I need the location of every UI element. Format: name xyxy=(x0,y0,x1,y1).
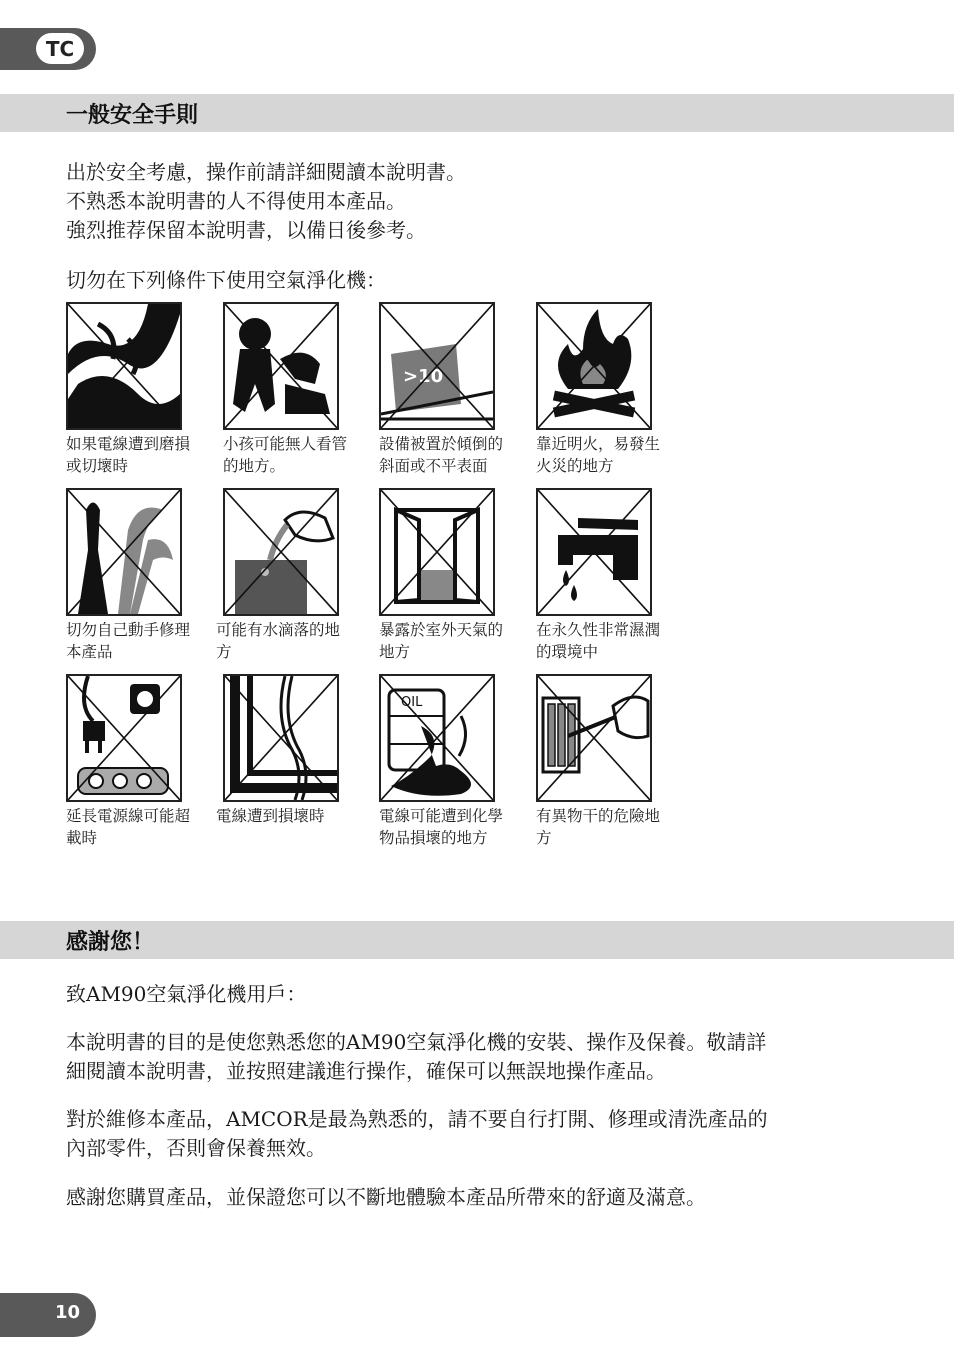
oil-drum-icon xyxy=(379,674,495,802)
caption-line: 如果電線遭到磨損 xyxy=(66,435,191,453)
safety-title: 一般安全手則 xyxy=(66,103,199,128)
caption-line: 設備被置於傾倒的 xyxy=(379,435,504,453)
warning-item xyxy=(66,674,216,849)
dripping-tap-icon xyxy=(536,488,652,616)
caption-line: 切勿自己動手修理 xyxy=(66,621,191,639)
paragraph-line: 對於維修本產品，AMCOR是最為熟悉的，請不要自行打開、修理或清洗產品的 xyxy=(66,1107,768,1131)
caption-line: 電線可能遭到化學 xyxy=(379,807,504,825)
warning-item xyxy=(379,302,529,477)
warning-item xyxy=(216,488,366,663)
caption-line: 斜面或不平表面 xyxy=(379,457,488,475)
thanks-paragraph xyxy=(66,1028,866,1086)
warning-item xyxy=(66,302,216,477)
caption-line: 小孩可能無人看管 xyxy=(223,435,348,453)
caption-line: 方 xyxy=(216,643,232,661)
caption-line: 或切壞時 xyxy=(66,457,129,475)
thanks-greeting: 致AM90空氣淨化機用戶： xyxy=(66,982,307,1006)
tilted-surface-icon xyxy=(379,302,495,430)
extension-cord-icon xyxy=(66,674,182,802)
language-badge: TC xyxy=(36,33,84,64)
caption-line: 地方 xyxy=(379,643,411,661)
tilt-badge: >10 xyxy=(403,366,444,387)
paragraph-line: 內部零件，否則會保養無效。 xyxy=(66,1136,326,1160)
repair-tools-icon xyxy=(66,488,182,616)
caption-line: 電線遭到損壞時 xyxy=(216,807,325,825)
intro-line: 不熟悉本說明書的人不得使用本產品。 xyxy=(66,189,406,213)
warning-item xyxy=(536,674,686,849)
thanks-paragraph xyxy=(66,1105,866,1163)
caption-line: 可能有水滴落的地 xyxy=(216,621,341,639)
caption-line: 在永久性非常濕潤 xyxy=(536,621,661,639)
open-window-icon xyxy=(379,488,495,616)
damaged-cord-icon xyxy=(66,302,182,430)
safety-intro xyxy=(66,158,866,245)
warning-item xyxy=(379,488,529,663)
caption-line: 有異物干的危險地 xyxy=(536,807,661,825)
page-number: 10 xyxy=(55,1302,81,1323)
warning-item xyxy=(216,674,366,827)
caption-line: 暴露於室外天氣的 xyxy=(379,621,504,639)
warning-icon-grid xyxy=(66,302,686,862)
oil-label: OIL xyxy=(401,695,423,710)
caption-line: 載時 xyxy=(66,829,98,847)
warning-item xyxy=(66,488,216,663)
dripping-water-icon xyxy=(223,488,339,616)
caption-line: 物品損壞的地方 xyxy=(379,829,488,847)
open-fire-icon xyxy=(536,302,652,430)
caption-line: 方 xyxy=(536,829,552,847)
caption-line: 本產品 xyxy=(66,643,113,661)
thanks-section-header xyxy=(0,921,954,959)
intro-line: 出於安全考慮，操作前請詳細閱讀本說明書。 xyxy=(66,160,466,184)
caption-line: 的地方。 xyxy=(223,457,286,475)
caption-line: 火災的地方 xyxy=(536,457,614,475)
conditions-heading: 切勿在下列條件下使用空氣淨化機： xyxy=(66,268,386,292)
thanks-paragraph xyxy=(66,1183,866,1212)
child-unattended-icon xyxy=(223,302,339,430)
caption-line: 的環境中 xyxy=(536,643,599,661)
thanks-title: 感謝您！ xyxy=(66,930,155,955)
paragraph-line: 本說明書的目的是使您熟悉您的AM90空氣淨化機的安裝、操作及保養。敬請詳 xyxy=(66,1030,767,1054)
intro-line: 強烈推荐保留本說明書，以備日後參考。 xyxy=(66,218,426,242)
warning-item xyxy=(536,302,686,477)
cord-under-door-icon xyxy=(223,674,339,802)
page-number-tab xyxy=(0,1293,96,1337)
language-tab xyxy=(0,28,96,70)
paragraph-line: 細閱讀本說明書，並按照建議進行操作，確保可以無誤地操作產品。 xyxy=(66,1059,666,1083)
foreign-object-icon xyxy=(536,674,652,802)
safety-section-header xyxy=(0,94,954,132)
caption-line: 延長電源線可能超 xyxy=(66,807,191,825)
warning-item xyxy=(223,302,373,477)
caption-line: 靠近明火，易發生 xyxy=(536,435,661,453)
warning-item xyxy=(536,488,686,663)
paragraph-line: 感謝您購買產品，並保證您可以不斷地體驗本產品所帶來的舒適及滿意。 xyxy=(66,1185,706,1209)
warning-item xyxy=(379,674,529,849)
